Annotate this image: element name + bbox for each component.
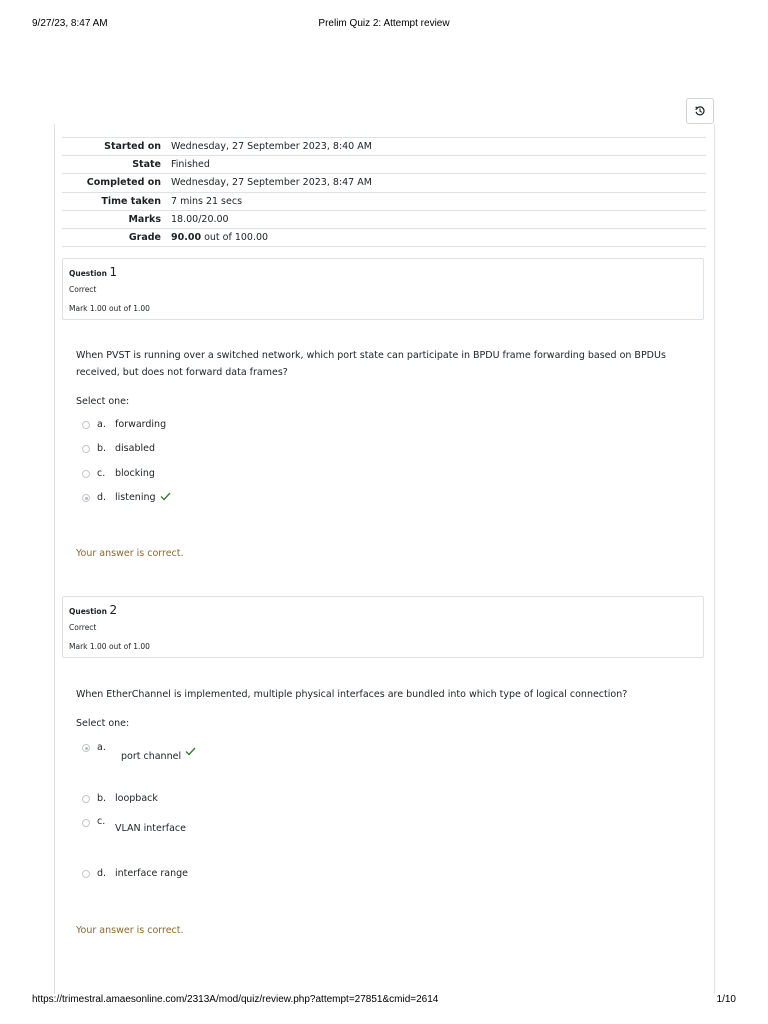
question-2-info: [62, 596, 704, 658]
option-letter: c.: [97, 468, 106, 479]
summary-row-time: [62, 192, 706, 210]
started-label: Started on: [104, 141, 161, 153]
radio-button-selected[interactable]: [82, 744, 90, 752]
print-datetime: 9/27/23, 8:47 AM: [32, 18, 108, 29]
question-label: Question: [69, 269, 107, 278]
completed-value: Wednesday, 27 September 2023, 8:47 AM: [171, 177, 372, 189]
question-1-feedback: Your answer is correct.: [76, 548, 184, 559]
option-letter: a.: [97, 742, 106, 753]
radio-button[interactable]: [82, 819, 90, 827]
question-1-state: Correct: [69, 285, 97, 294]
question-2-number: [69, 603, 117, 617]
grade-label: Grade: [128, 232, 161, 244]
question-1-mark: Mark 1.00 out of 1.00: [69, 304, 150, 313]
question-1-text: When PVST is running over a switched network, which port state can participate in BPDU frame forwarding based on BPDUs received, but does not forward data frames?: [76, 350, 666, 378]
radio-button[interactable]: [82, 445, 90, 453]
correct-check-icon: [160, 492, 171, 501]
radio-button-selected[interactable]: [82, 494, 90, 502]
question-2-feedback: Your answer is correct.: [76, 925, 184, 936]
question-1-prompt: Select one:: [76, 396, 130, 407]
summary-row-grade: [62, 228, 706, 246]
marks-label: Marks: [128, 213, 161, 225]
question-number: 2: [109, 603, 118, 617]
history-icon: [694, 105, 706, 117]
print-footer: [0, 994, 768, 1008]
option-letter: d.: [97, 868, 107, 879]
question-2-text: When EtherChannel is implemented, multiple physical interfaces are bundled into which type of logical connection?: [76, 689, 628, 700]
time-value: 7 mins 21 secs: [171, 195, 243, 207]
option-text: forwarding: [115, 419, 167, 430]
option-text: loopback: [115, 793, 158, 804]
print-header: [0, 18, 768, 32]
marks-value: 18.00/20.00: [171, 213, 229, 225]
option-text: listening: [115, 492, 156, 503]
summary-row-completed: [62, 174, 706, 192]
radio-button[interactable]: [82, 795, 90, 803]
started-value: Wednesday, 27 September 2023, 8:40 AM: [171, 141, 372, 153]
option-letter: d.: [97, 492, 107, 503]
attempt-summary-table: [62, 137, 706, 247]
time-label: Time taken: [101, 195, 161, 207]
grade-score: 90.00: [171, 232, 202, 244]
option-text: port channel: [121, 751, 182, 762]
summary-row-state: [62, 156, 706, 174]
question-label: Question: [69, 607, 107, 616]
option-text: disabled: [115, 443, 155, 454]
quiz-review-region: [54, 124, 715, 994]
option-text-wrap: [121, 747, 196, 762]
print-page-number: 1/10: [716, 994, 736, 1005]
state-value: Finished: [171, 159, 210, 171]
option-text-wrap: [115, 492, 171, 503]
summary-row-marks: [62, 210, 706, 228]
question-2-mark: Mark 1.00 out of 1.00: [69, 642, 150, 651]
option-text: interface range: [115, 868, 189, 879]
grade-value: [171, 228, 706, 246]
history-button[interactable]: [686, 98, 714, 124]
print-url: https://trimestral.amaesonline.com/2313A/mod/quiz/review.php?attempt=27851&cmid=2614: [32, 994, 439, 1005]
option-text: blocking: [115, 468, 155, 479]
question-1-number: [69, 265, 117, 279]
print-page-title: Prelim Quiz 2: Attempt review: [318, 18, 450, 29]
correct-check-icon: [185, 747, 196, 756]
option-letter: b.: [97, 443, 107, 454]
radio-button[interactable]: [82, 470, 90, 478]
option-letter: c.: [97, 816, 106, 827]
state-label: State: [132, 159, 161, 171]
question-2-state: Correct: [69, 623, 97, 632]
question-1-info: [62, 258, 704, 320]
option-letter: b.: [97, 793, 107, 804]
grade-out-of: out of 100.00: [201, 232, 269, 244]
question-number: 1: [109, 265, 118, 279]
option-letter: a.: [97, 419, 106, 430]
option-text: VLAN interface: [115, 823, 187, 834]
question-2-prompt: Select one:: [76, 718, 130, 729]
radio-button[interactable]: [82, 870, 90, 878]
completed-label: Completed on: [86, 177, 161, 189]
radio-button[interactable]: [82, 421, 90, 429]
summary-row-started: [62, 138, 706, 156]
